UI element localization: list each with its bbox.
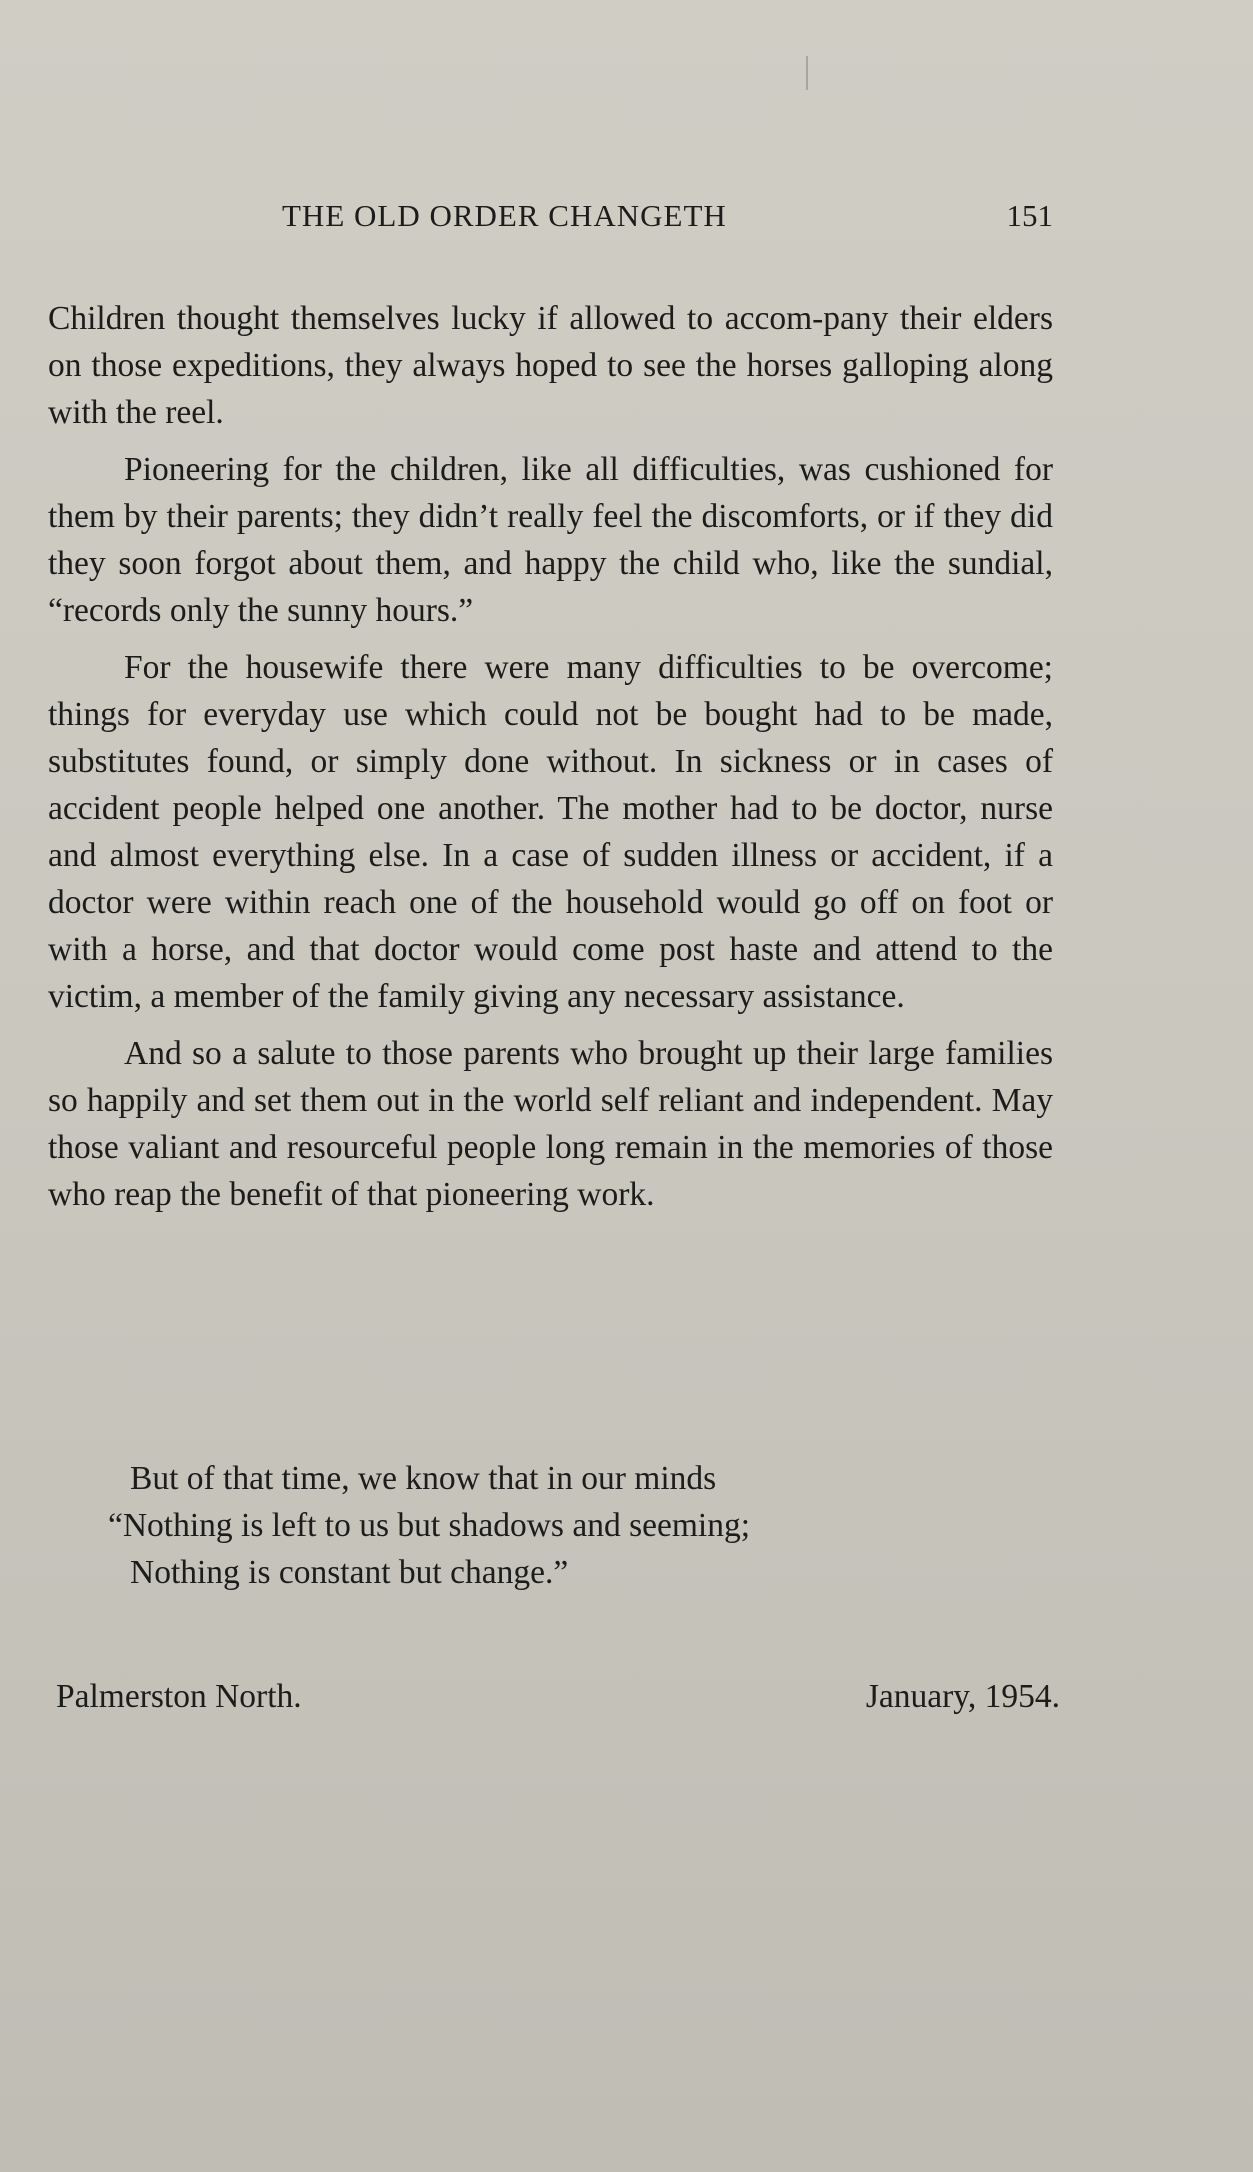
page-mark [806,56,808,90]
verse-line: But of that time, we know that in our minds [130,1460,717,1497]
paragraph: Children thought themselves lucky if allowed to accom-pany their elders on those expeditions, they always hoped to see the horses galloping along with the reel. [48,300,1053,431]
page-number: 151 [1006,198,1053,233]
paragraph: Pioneering for the children, like all difficulties, was cushioned for them by their parents; they didn’t really feel the discomforts, or if they did they soon forgot about them, and happy the child who, like the sundial, “records only the sunny hours.” [48,451,1053,629]
running-title: THE OLD ORDER CHANGETH [282,198,727,233]
paragraph: For the housewife there were many difficulties to be overcome; things for everyday use which could not be bought had to be made, substitutes found, or simply done without. In sickness or in cases of accident people helped one another. The mother had to be doctor, nurse and almost everything else. In a case of sudden illness or accident, if a doctor were within reach one of the household would go off on foot or with a horse, and that doctor would come post haste and attend to the victim, a member of the family giving any necessary assistance. [48,649,1053,1015]
body-text [48,295,1053,1228]
verse-line: Nothing is constant but change.” [130,1554,569,1591]
page-header [48,198,1053,248]
closing-verse [108,1455,751,1596]
verse-line: “Nothing is left to us but shadows and seeming; [108,1507,751,1544]
paragraph: And so a salute to those parents who brought up their large families so happily and set them out in the world self reliant and independent. May those valiant and resourceful people long remain in the memories of those who reap the benefit of that pioneering work. [48,1035,1053,1213]
signoff-place: Palmerston North. [56,1678,302,1715]
signoff-date: January, 1954. [865,1678,1060,1715]
